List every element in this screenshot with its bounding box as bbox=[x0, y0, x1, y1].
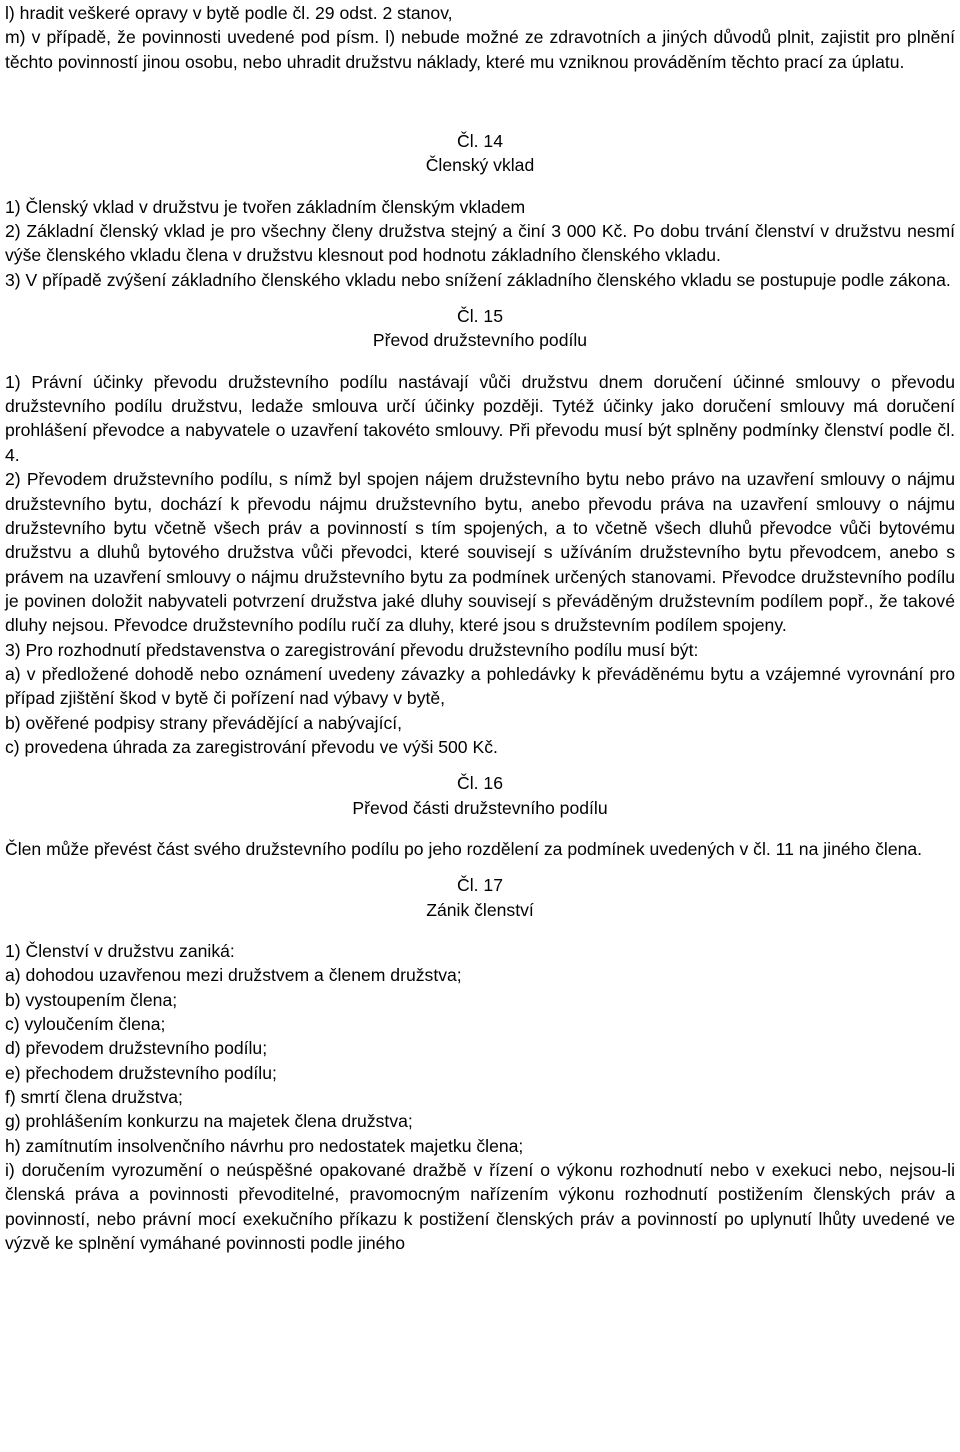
document-page bbox=[5, 1, 955, 1255]
article-17-item-h: h) zamítnutím insolvenčního návrhu pro nedostatek majetku člena; bbox=[5, 1135, 524, 1156]
article-14-paragraph-3: 3) V případě zvýšení základního členského vkladu nebo snížení základního členského vkladu se postupuje podle zákona. bbox=[5, 269, 951, 290]
article-16-paragraph: Člen může převést část svého družstevního podílu po jeho rozdělení za podmínek uvedených v čl. 11 na jiného člena. bbox=[5, 838, 923, 859]
article-15-number: Čl. 15 bbox=[457, 306, 503, 327]
spacer bbox=[5, 820, 955, 837]
article-15-paragraph-3: 3) Pro rozhodnutí představenstva o zaregistrování převodu družstevního podílu musí být: bbox=[5, 639, 699, 660]
article-17-paragraph-1: 1) Členství v družstvu zaniká: bbox=[5, 941, 235, 961]
article-17-item-c: c) vyloučením člena; bbox=[5, 1014, 166, 1035]
article-17-item-a: a) dohodou uzavřenou mezi družstvem a členem družstva; bbox=[5, 965, 462, 986]
article-17-title: Zánik členství bbox=[426, 899, 534, 920]
article-17-item-f: f) smrtí člena družstva; bbox=[5, 1087, 183, 1108]
article-16-title: Převod části družstevního podílu bbox=[352, 797, 608, 818]
article-15-paragraph-1: 1) Právní účinky převodu družstevního podílu nastávají vůči družstvu dnem doručení účinné smlouvy o převodu družstevního podílu družstvu, ledaže smlouva určí účinky později. Tytéž účinky jako doručení smlouvy má doručení prohlášení převodce a nabyvatele o uzavření takovéto smlouvy. Při převodu musí být splněny podmínky členství podle čl. 4. bbox=[5, 371, 955, 465]
article-15-title: Převod družstevního podílu bbox=[372, 330, 588, 351]
spacer bbox=[5, 178, 955, 195]
spacer bbox=[5, 922, 955, 939]
article-15-item-b: b) ověřené podpisy strany převádějící a nabývající, bbox=[5, 712, 403, 733]
article-15-paragraph-2: 2) Převodem družstevního podílu, s nímž byl spojen nájem družstevního bytu nebo právo na uzavření smlouvy o nájmu družstevního bytu, dochází k převodu nájmu družstevního bytu, anebo převodu práva na uzavření smlouvy o nájmu družstevního bytu včetně všech práv a povinností s tím spojených, a to včetně všech dluhů převodce vůči bytovému družstvu a dluhů bytového družstva vůči převodci, které souvisejí s užíváním družstevního bytu převodcem, anebo s právem na uzavření smlouvy o nájmu družstevního bytu za podmínek určených stanovami. Převodce družstevního podílu je povinen doložit nabyvateli potvrzení družstva jaké dluhy souvisejí s převáděným družstevním podílem popř., že takové dluhy nejsou. Převodce družstevního podílu ručí za dluhy, které jsou s družstevním podílem spojeny. bbox=[5, 469, 955, 636]
article-17-item-e: e) přechodem družstevního podílu; bbox=[5, 1062, 277, 1083]
article-14-paragraph-1: 1) Členský vklad v družstvu je tvořen základním členským vkladem bbox=[5, 196, 526, 217]
spacer bbox=[5, 292, 955, 304]
spacer bbox=[5, 759, 955, 771]
article-16-number: Čl. 16 bbox=[457, 773, 503, 794]
article-17-item-b: b) vystoupením člena; bbox=[5, 989, 178, 1010]
paragraph-m: m) v případě, že povinnosti uvedené pod písm. l) nebude možné ze zdravotních a jiných důvodů plnit, zajistit pro plnění těchto povinností jinou osobu, nebo uhradit družstvu náklady, které mu vzniknou prováděním těchto prací za úplatu. bbox=[5, 27, 955, 72]
paragraph-l: l) hradit veškeré opravy v bytě podle čl. 29 odst. 2 stanov, bbox=[5, 3, 453, 23]
article-14-title: Členský vklad bbox=[425, 155, 535, 176]
article-14-number: Čl. 14 bbox=[457, 131, 503, 152]
article-14-paragraph-2: 2) Základní členský vklad je pro všechny členy družstva stejný a činí 3 000 Kč. Po dobu trvání členství v družstvu nesmí výše členského vkladu člena v družstvu klesnout pod hodnotu základního členského vkladu. bbox=[5, 221, 955, 266]
article-15-item-c: c) provedena úhrada za zaregistrování převodu ve výši 500 Kč. bbox=[5, 736, 498, 757]
spacer bbox=[5, 861, 955, 873]
article-17-item-g: g) prohlášením konkurzu na majetek člena družstva; bbox=[5, 1111, 413, 1132]
article-17-item-i: i) doručením vyrozumění o neúspěšné opakované dražbě v řízení o výkonu rozhodnutí nebo v exekuci nebo, nejsou-li členská práva a povinnosti převoditelné, pravomocným nařízením výkonu rozhodnutí postižením členských práv a povinností, nebo právní mocí exekučního příkazu k postižení členských práv a povinností po uplynutí lhůty uvedené ve výzvě ke splnění vymáhané povinnosti podle jiného bbox=[5, 1160, 955, 1254]
spacer bbox=[5, 353, 955, 370]
article-17-item-d: d) převodem družstevního podílu; bbox=[5, 1038, 268, 1059]
article-17-number: Čl. 17 bbox=[457, 875, 503, 896]
article-15-item-a: a) v předložené dohodě nebo oznámení uvedeny závazky a pohledávky k převáděnému bytu a vzájemné vyrovnání pro případ zjištění škod v bytě či pořízení nad výbavy v bytě, bbox=[5, 663, 955, 709]
spacer bbox=[5, 74, 955, 129]
